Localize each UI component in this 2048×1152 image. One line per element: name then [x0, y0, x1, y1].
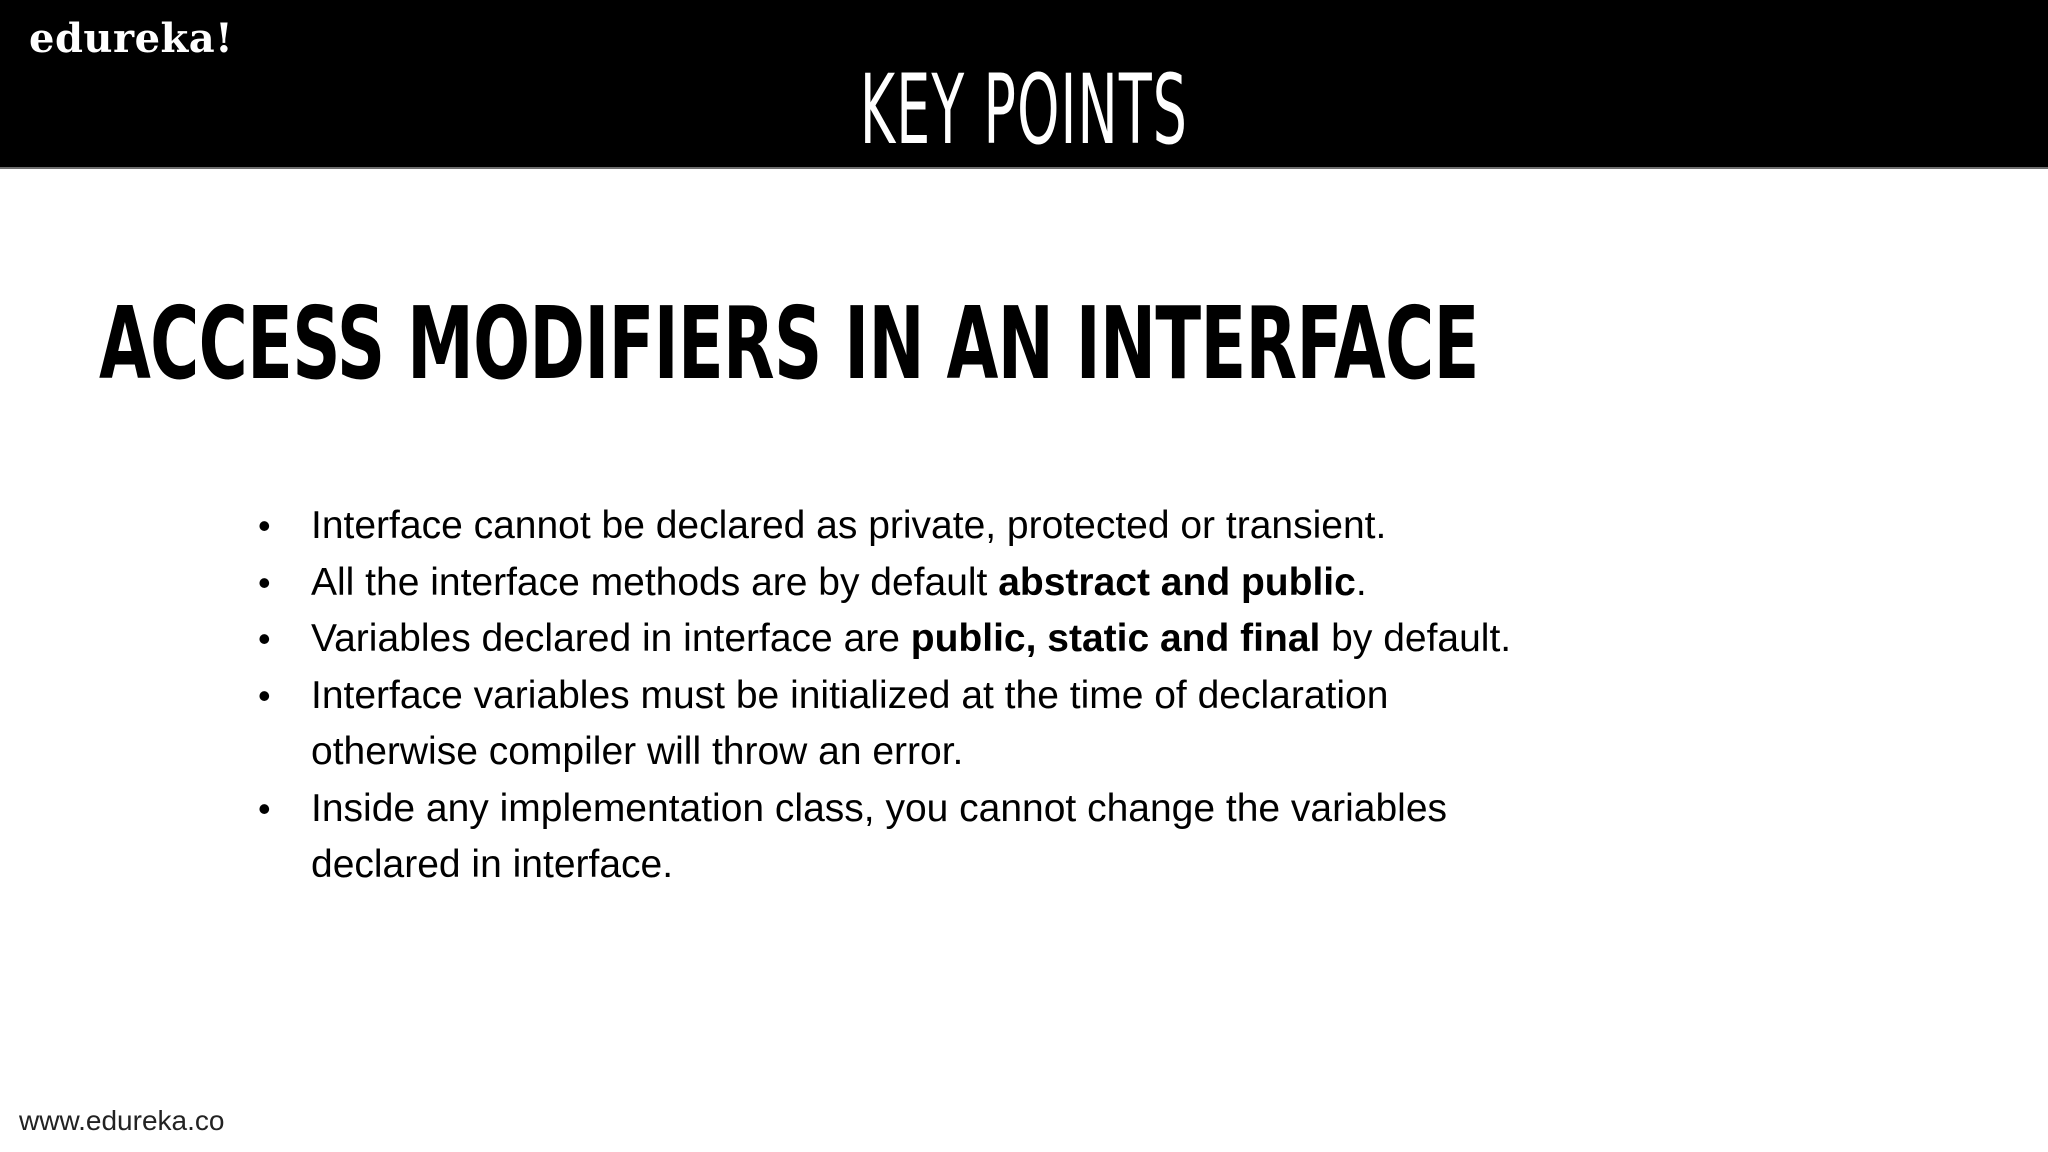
- bullet-item: [258, 781, 1558, 894]
- bullet-dot-icon: •: [258, 674, 271, 716]
- header-bar: [0, 0, 2048, 169]
- bullet-text: Interface variables must be initialized at the time of declaration otherwise compiler will throw an error.: [311, 673, 1389, 773]
- footer-url[interactable]: www.edureka.co: [19, 1105, 225, 1136]
- bullet-text-bold: abstract and public: [998, 560, 1356, 604]
- bullet-text: Variables declared in interface are: [311, 617, 911, 660]
- bullet-dot-icon: •: [258, 787, 271, 829]
- bullet-dot-icon: •: [258, 561, 271, 603]
- bullet-item: [258, 668, 1558, 781]
- bullet-item: [258, 555, 1558, 612]
- bullet-text: All the interface methods are by default: [311, 560, 999, 604]
- bullet-item: [258, 498, 1558, 555]
- bullet-text: Inside any implementation class, you cannot change the variables declared in interface.: [311, 786, 1448, 886]
- bullet-text: Interface cannot be declared as private, protected or transient.: [311, 504, 1387, 547]
- bullet-dot-icon: •: [258, 618, 271, 659]
- bullet-list: [258, 498, 1558, 894]
- bullet-text-bold: public, static and final: [910, 617, 1321, 660]
- bullet-dot-icon: •: [258, 505, 271, 546]
- section-heading: ACCESS MODIFIERS IN AN INTERFACE: [99, 285, 1479, 402]
- slide-title-text: KEY POINTS: [859, 54, 1189, 166]
- slide-title: [0, 54, 2048, 166]
- bullet-item: [258, 611, 1558, 668]
- edureka-logo: edureka!: [29, 15, 234, 62]
- bullet-text-end: .: [1355, 560, 1367, 604]
- bullet-text-end: by default.: [1320, 617, 1512, 660]
